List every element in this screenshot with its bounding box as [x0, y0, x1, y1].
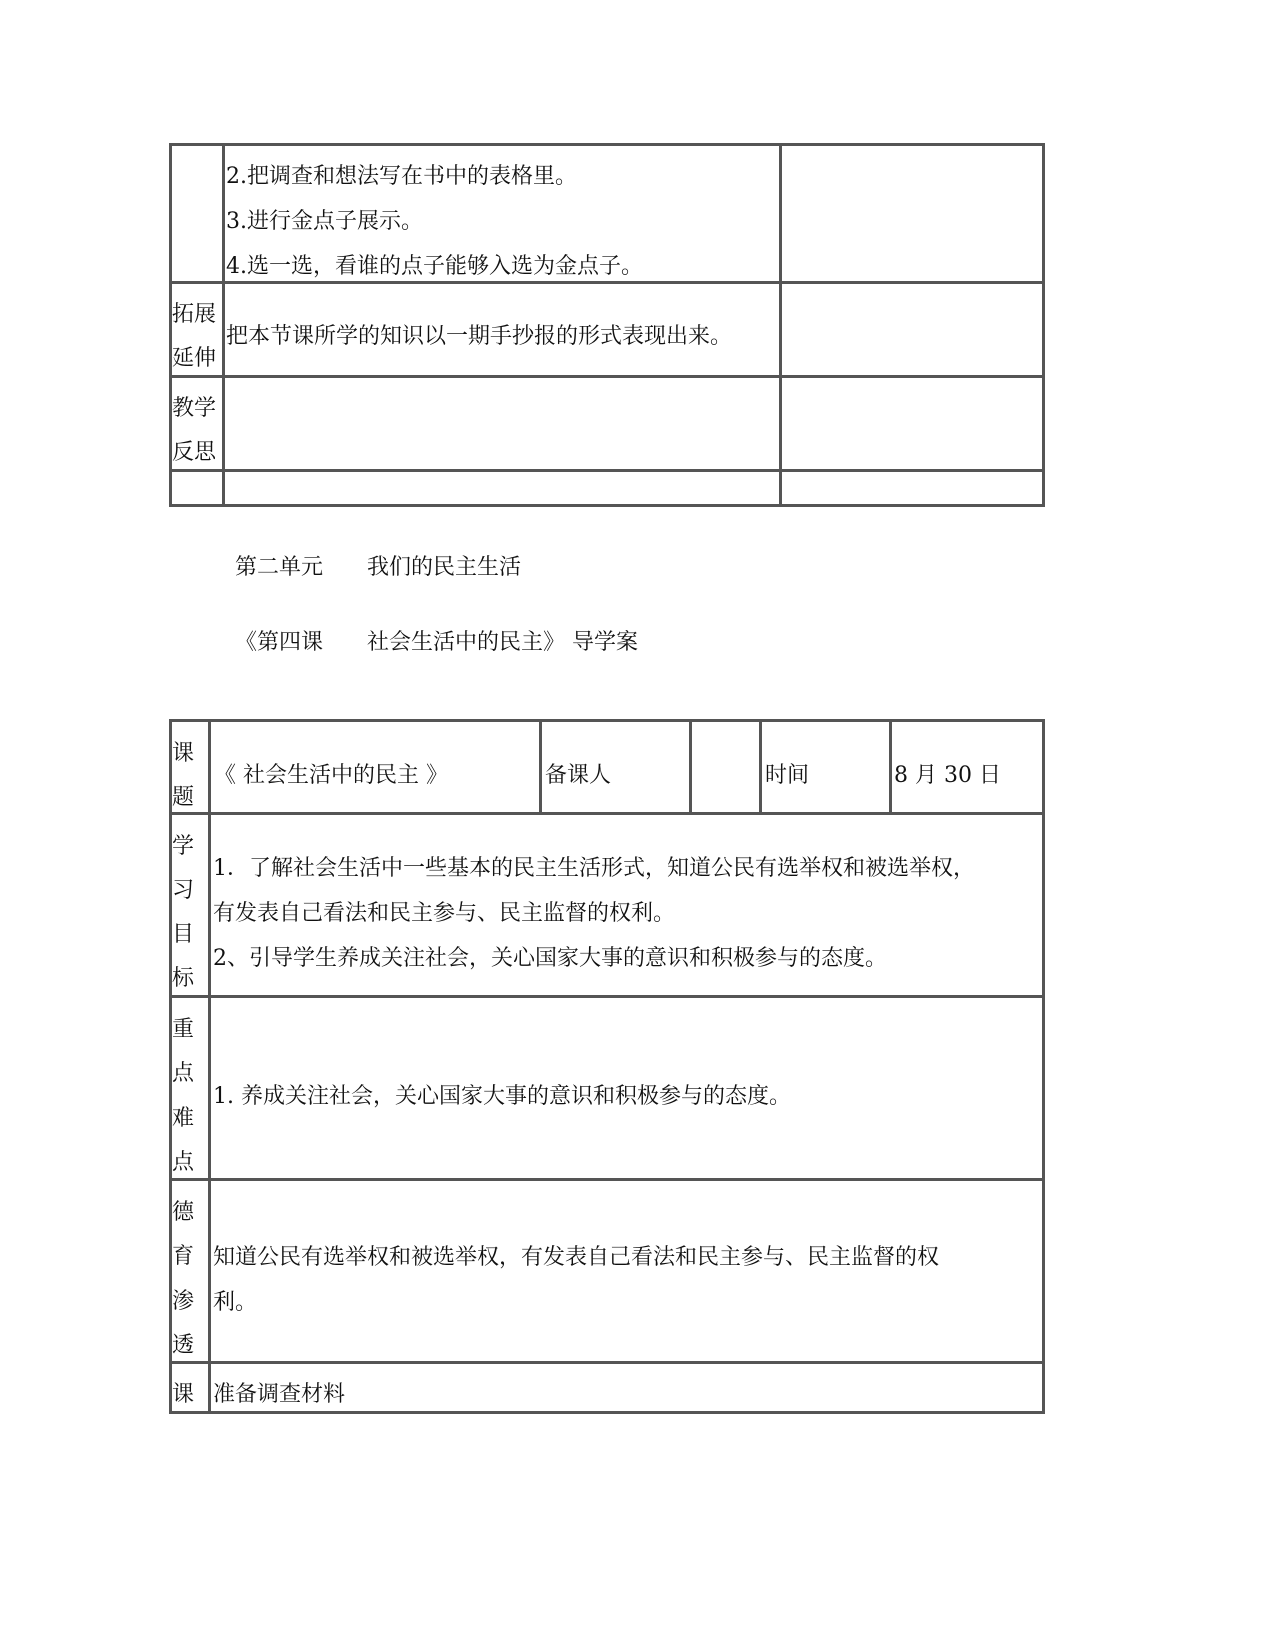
moral-line: 知道公民有选举权和被选举权，有发表自己看法和民主参与、民主监督的权 — [213, 1245, 940, 1270]
table-border — [1042, 719, 1045, 1414]
row-label: 拓展 — [172, 302, 217, 327]
row-label: 难 — [172, 1106, 195, 1131]
table-border — [169, 143, 1045, 146]
row-label: 延伸 — [172, 346, 217, 371]
row-label: 目 — [172, 922, 195, 947]
table-cell-text: 4.选一选，看谁的点子能够入选为金点子。 — [226, 254, 643, 279]
table-border — [169, 1361, 1045, 1364]
unit-heading: 第二单元 我们的民主生活 — [235, 555, 522, 580]
lesson-heading: 《第四课 社会生活中的民主》 导学案 — [235, 630, 638, 655]
row-label: 透 — [172, 1333, 195, 1358]
row-label: 课 — [172, 1382, 195, 1407]
time-value: 8 月 30 日 — [894, 763, 1001, 788]
table-cell-text: 把本节课所学的知识以一期手抄报的形式表现出来。 — [226, 324, 733, 349]
row-label: 渗 — [172, 1289, 195, 1314]
table-border — [169, 281, 1045, 284]
table-cell-text: 2.把调查和想法写在书中的表格里。 — [226, 164, 577, 189]
table-border — [222, 143, 225, 507]
table-border — [169, 812, 1045, 815]
table-border — [169, 469, 1045, 472]
row-label: 德 — [172, 1200, 195, 1225]
lesson-title: 《 社会生活中的民主 》 — [214, 763, 448, 788]
objective-line: 有发表自己看法和民主参与、民主监督的权利。 — [213, 901, 676, 926]
row-label: 学 — [172, 834, 195, 859]
table-border — [1042, 143, 1045, 507]
table-border — [169, 995, 1045, 998]
row-label: 育 — [172, 1244, 195, 1269]
table-border — [169, 1411, 1045, 1414]
table-border — [208, 719, 211, 1414]
table-border — [169, 504, 1045, 507]
table-border — [689, 719, 692, 815]
row-label: 点 — [172, 1061, 195, 1086]
key-point-line: 1. 养成关注社会，关心国家大事的意识和积极参与的态度。 — [213, 1084, 791, 1109]
prep-line: 准备调查材料 — [213, 1382, 346, 1407]
table-border — [169, 1178, 1045, 1181]
preparer-label: 备课人 — [545, 763, 612, 788]
table-border — [539, 719, 542, 815]
table-border — [889, 719, 892, 815]
row-label: 标 — [172, 966, 195, 991]
table-border — [169, 375, 1045, 378]
table-border — [759, 719, 762, 815]
row-label: 反思 — [172, 440, 217, 465]
table-border — [169, 719, 1045, 722]
table-border — [779, 143, 782, 507]
row-label: 教学 — [172, 396, 217, 421]
moral-line: 利。 — [213, 1290, 258, 1315]
row-label: 课 — [172, 741, 195, 766]
objective-line: 1．了解社会生活中一些基本的民主生活形式，知道公民有选举权和被选举权， — [213, 856, 975, 881]
objective-line: 2、引导学生养成关注社会，关心国家大事的意识和积极参与的态度。 — [213, 946, 887, 971]
row-label: 点 — [172, 1150, 195, 1175]
time-label: 时间 — [765, 763, 810, 788]
row-label: 重 — [172, 1017, 195, 1042]
row-label: 题 — [172, 785, 195, 810]
row-label: 习 — [172, 878, 195, 903]
table-cell-text: 3.进行金点子展示。 — [226, 209, 423, 234]
